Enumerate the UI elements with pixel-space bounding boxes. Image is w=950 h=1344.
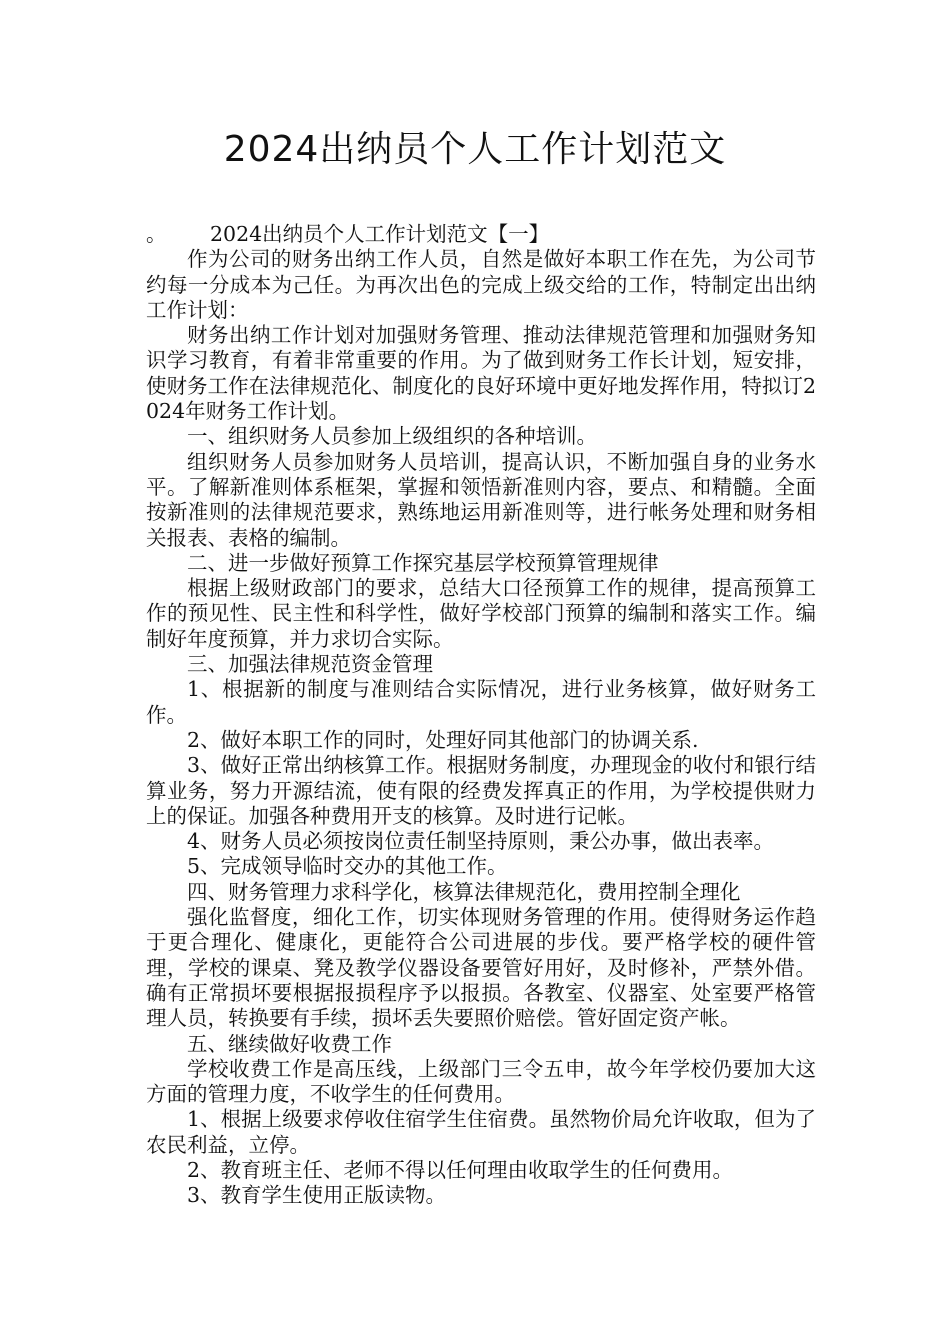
list-item: 2、做好本职工作的同时，处理好同其他部门的协调关系. (187, 727, 699, 752)
section-heading-2: 二、进一步做好预算工作探究基层学校预算管理规律 (187, 550, 659, 575)
section-heading-4: 四、财务管理力求科学化，核算法律规范化，费用控制全理化 (187, 879, 741, 904)
list-item: 1、根据上级要求停收住宿学生住宿费。虽然物价局允许收取，但为了农民利益，立停。 (146, 1107, 816, 1157)
document-body (146, 222, 816, 1209)
list-item: 2、教育班主任、老师不得以任何理由收取学生的任何费用。 (187, 1157, 734, 1182)
section-heading-3: 三、加强法律规范资金管理 (187, 652, 433, 677)
paragraph: 组织财务人员参加财务人员培训，提高认识，不断加强自身的业务水平。了解新准则体系框架，掌握和领悟新准则内容，要点、和精髓。全面按新准则的法律规范要求，熟练地运用新准则等，进行帐务处理和财务相关报表、表格的编制。 (146, 449, 816, 550)
list-item: 4、财务人员必须按岗位责任制坚持原则，秉公办事，做出表率。 (187, 829, 775, 854)
list-item: 3、做好正常出纳核算工作。根据财务制度，办理现金的收付和银行结算业务，努力开源结流，使有限的经费发挥真正的作用，为学校提供财力上的保证。加强各种费用开支的核算。及时进行记帐。 (146, 753, 816, 828)
list-item: 3、教育学生使用正版读物。 (187, 1183, 447, 1208)
paragraph-purpose: 财务出纳工作计划对加强财务管理、推动法律规范管理和加强财务知识学习教育，有着非常重要的作用。为了做到财务工作长计划，短安排，使财务工作在法律规范化、制度化的良好环境中更好地发挥作用，特拟订2024年财务工作计划。 (146, 323, 816, 424)
paragraph: 强化监督度，细化工作，切实体现财务管理的作用。使得财务运作趋于更合理化、健康化，更能符合公司进展的步伐。要严格学校的硬件管理，学校的课桌、凳及教学仪器设备要管好用好，及时修补，严禁外借。确有正常损坏要根据报损程序予以报损。各教室、仪器室、处室要严格管理人员，转换要有手续，损坏丢失要照价赔偿。管好固定资产帐。 (146, 905, 816, 1031)
lead-mark: 。 (146, 222, 167, 246)
section-heading-5: 五、继续做好收费工作 (187, 1031, 392, 1056)
paragraph: 学校收费工作是高压线，上级部门三令五申，故今年学校仍要加大这方面的管理力度，不收学生的任何费用。 (146, 1056, 816, 1107)
lead-line (146, 222, 816, 247)
document-title: 2024出纳员个人工作计划范文 (223, 129, 727, 170)
paragraph-intro: 作为公司的财务出纳工作人员，自然是做好本职工作在先，为公司节约每一分成本为己任。为再次出色的完成上级交给的工作，特制定出出纳工作计划： (146, 247, 816, 322)
list-item: 1、根据新的制度与准则结合实际情况，进行业务核算，做好财务工作。 (146, 677, 816, 727)
paragraph: 根据上级财政部门的要求，总结大口径预算工作的规律，提高预算工作的预见性、民主性和科学性，做好学校部门预算的编制和落实工作。编制好年度预算，并力求切合实际。 (146, 576, 816, 651)
section-heading-1: 一、组织财务人员参加上级组织的各种培训。 (187, 424, 597, 449)
section-subtitle: 2024出纳员个人工作计划范文【一】 (210, 222, 550, 246)
list-item: 5、完成领导临时交办的其他工作。 (187, 854, 508, 879)
